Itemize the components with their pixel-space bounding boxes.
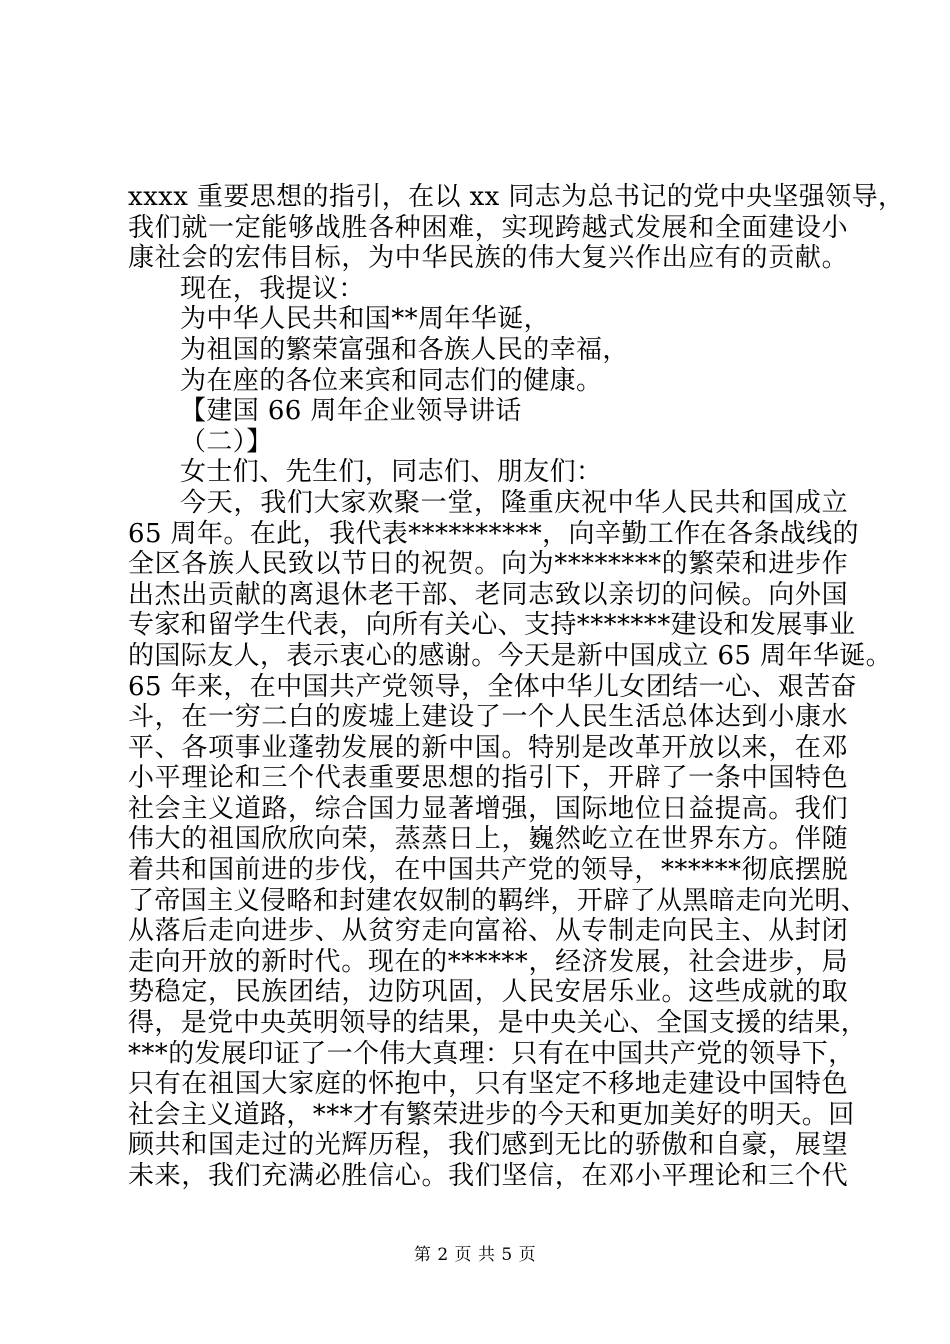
section-heading: （二）】 [180, 426, 273, 457]
text-line: 势稳定，民族团结，边防巩固，人民安居乐业。这些成就的取 [128, 977, 848, 1008]
document-body [128, 182, 905, 1192]
text-line: 出杰出贡献的离退休老干部、老同志致以亲切的问候。向外国 [128, 579, 848, 610]
text-line: 65 周年。在此，我代表**********，向辛勤工作在各条战线的 [128, 518, 859, 549]
page-number-footer: 第 2 页 共 5 页 [413, 1245, 537, 1265]
text-line: 今天，我们大家欢聚一堂，隆重庆祝中华人民共和国成立 [180, 487, 848, 518]
text-line: 了帝国主义侵略和封建农奴制的羁绊，开辟了从黑暗走向光明、 [128, 885, 868, 916]
text-line: 为中华人民共和国**周年华诞， [180, 304, 551, 335]
text-line: 只有在祖国大家庭的怀抱中，只有坚定不移地走建设中国特色 [128, 1069, 848, 1100]
text-line: 康社会的宏伟目标，为中华民族的伟大复兴作出应有的贡献。 [128, 243, 848, 274]
section-heading: 【建国 66 周年企业领导讲话 [180, 396, 522, 427]
text-line: 得，是党中央英明领导的结果，是中央关心、全国支援的结果， [128, 1008, 868, 1039]
text-line: xxxx 重要思想的指引，在以 xx 同志为总书记的党中央坚强领导， [128, 182, 905, 212]
text-line: 未来，我们充满必胜信心。我们坚信，在邓小平理论和三个代 [128, 1161, 848, 1191]
text-line: 为在座的各位来宾和同志们的健康。 [180, 365, 603, 396]
text-line: 我们就一定能够战胜各种困难，实现跨越式发展和全面建设小 [128, 212, 848, 243]
text-line: 斗，在一穷二白的废墟上建设了一个人民生活总体达到小康水 [128, 702, 848, 733]
text-line: 现在，我提议： [180, 273, 365, 304]
text-line: 为祖国的繁荣富强和各族人民的幸福， [180, 334, 629, 365]
text-line: 65 年来，在中国共产党领导，全体中华儿女团结一心、艰苦奋 [128, 671, 857, 702]
text-line: 平、各项事业蓬勃发展的新中国。特别是改革开放以来，在邓 [128, 732, 848, 763]
text-line: 顾共和国走过的光辉历程，我们感到无比的骄傲和自豪，展望 [128, 1130, 848, 1161]
text-line: 着共和国前进的步伐，在中国共产党的领导，******彻底摆脱 [128, 855, 848, 886]
text-line: 社会主义道路，***才有繁荣进步的今天和更加美好的明天。回 [128, 1099, 855, 1130]
text-line: 专家和留学生代表，向所有关心、支持*******建设和发展事业 [128, 610, 856, 641]
text-line: ***的发展印证了一个伟大真理：只有在中国共产党的领导下， [128, 1038, 855, 1069]
text-line: 伟大的祖国欣欣向荣，蒸蒸日上，巍然屹立在世界东方。伴随 [128, 824, 848, 855]
text-line: 走向开放的新时代。现在的******，经济发展，社会进步，局 [128, 946, 848, 977]
text-line: 社会主义道路，综合国力显著增强，国际地位日益提高。我们 [128, 793, 848, 824]
salutation: 女士们、先生们，同志们、朋友们： [180, 457, 603, 488]
text-line: 全区各族人民致以节日的祝贺。向为********的繁荣和进步作 [128, 549, 848, 580]
text-line: 从落后走向进步、从贫穷走向富裕、从专制走向民主、从封闭 [128, 916, 848, 947]
text-line: 的国际友人，表示衷心的感谢。今天是新中国成立 65 周年华诞。 [128, 640, 893, 671]
text-line: 小平理论和三个代表重要思想的指引下，开辟了一条中国特色 [128, 763, 848, 794]
